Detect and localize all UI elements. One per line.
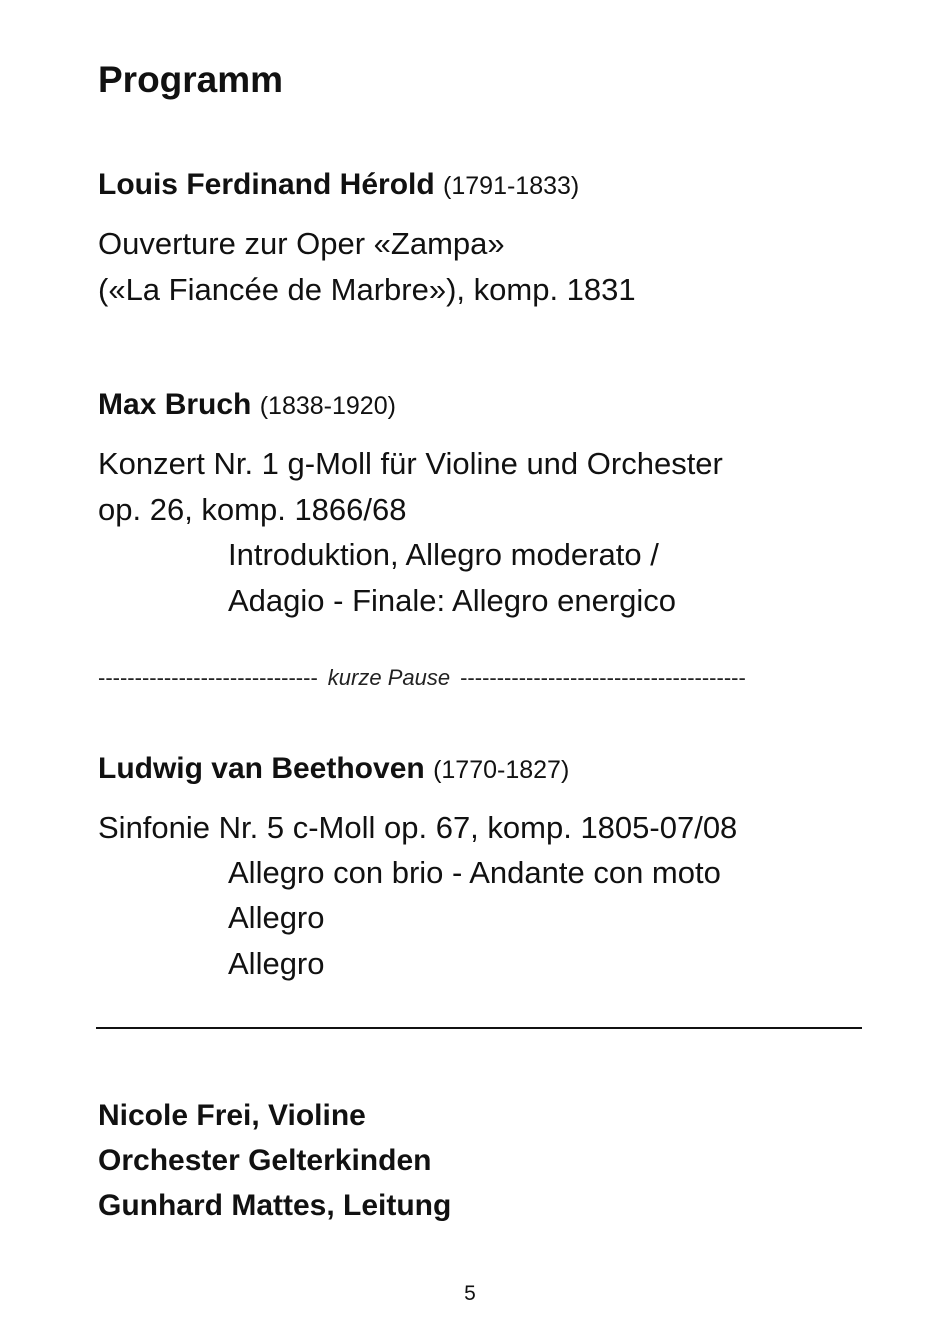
composer-name: Louis Ferdinand Hérold <box>98 168 435 201</box>
composer-years: (1838-1920) <box>259 392 396 420</box>
intermission-label: kurze Pause <box>327 665 451 690</box>
performer-line: Orchester Gelterkinden <box>98 1144 432 1177</box>
movement-line: Allegro <box>228 900 325 935</box>
work-line: Ouverture zur Oper «Zampa» <box>98 226 505 261</box>
movement-line: Introduktion, Allegro moderato / <box>228 537 659 572</box>
composer-name: Ludwig van Beethoven <box>98 752 425 785</box>
work-line: Sinfonie Nr. 5 c-Moll op. 67, komp. 1805-07/08 <box>98 810 738 845</box>
dash-left: ------------------------------ <box>98 665 318 690</box>
movement-line: Adagio - Finale: Allegro energico <box>228 583 677 618</box>
work-line: Konzert Nr. 1 g-Moll für Violine und Orchester <box>98 446 723 481</box>
page-title: Programm <box>98 59 284 100</box>
composer-beethoven <box>98 749 569 790</box>
composer-years: (1791-1833) <box>443 172 580 200</box>
work-line: op. 26, komp. 1866/68 <box>98 492 407 527</box>
movement-line: Allegro con brio - Andante con moto <box>228 855 721 890</box>
composer-herold <box>98 165 579 206</box>
composer-name: Max Bruch <box>98 388 252 421</box>
section-divider <box>96 1027 862 1029</box>
work-line: («La Fiancée de Marbre»), komp. 1831 <box>98 272 636 307</box>
movement-line: Allegro <box>228 946 325 981</box>
page-number: 5 <box>464 1282 476 1305</box>
intermission-line <box>98 662 878 694</box>
dash-right: --------------------------------------- <box>460 665 746 690</box>
composer-bruch <box>98 385 396 426</box>
performer-line: Nicole Frei, Violine <box>98 1099 366 1132</box>
performer-line: Gunhard Mattes, Leitung <box>98 1189 452 1222</box>
composer-years: (1770-1827) <box>433 756 570 784</box>
